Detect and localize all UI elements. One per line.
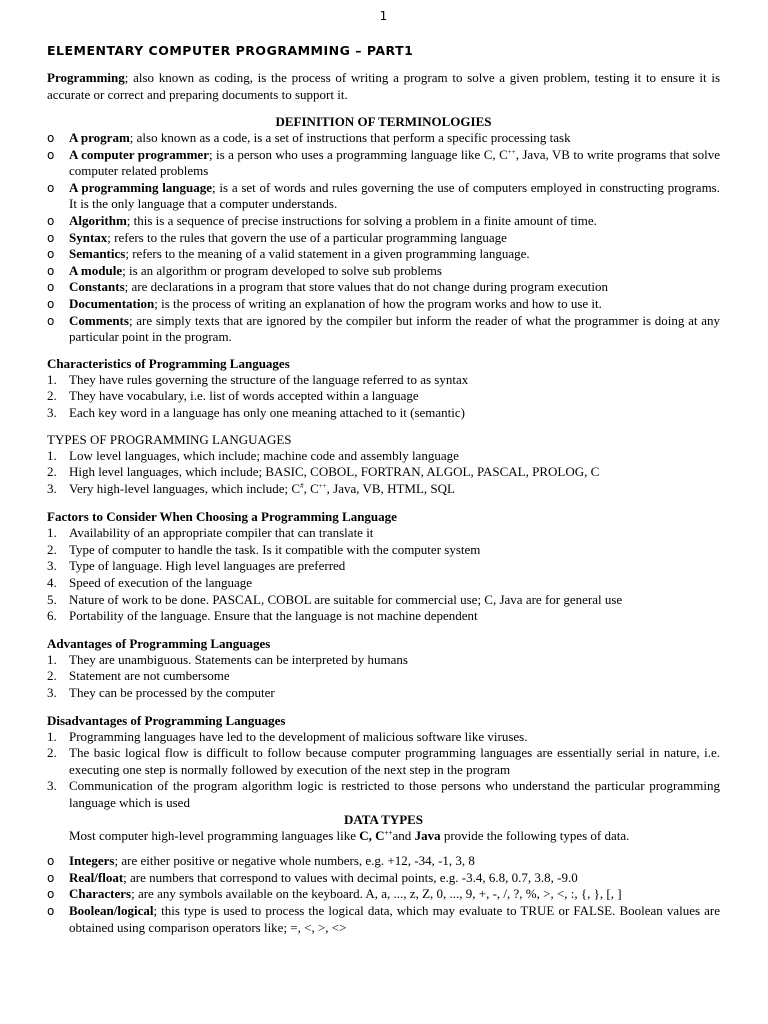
definition-text: ; refers to the meaning of a valid statement in a given programming language.	[125, 246, 530, 262]
bullet-marker: o	[47, 230, 55, 245]
intro-text: and	[392, 827, 415, 843]
types-list	[47, 448, 720, 498]
item-number: 5.	[47, 591, 57, 607]
list-item	[47, 213, 720, 230]
definition-text: ; also known as a code, is a set of instructions that perform a specific processing task	[129, 130, 571, 145]
item-number: 3.	[47, 480, 57, 496]
list-item	[47, 180, 720, 213]
bullet-marker: o	[47, 213, 55, 228]
item-text: Communication of the program algorithm logic is restricted to those persons who understand the particular programming language which is used	[69, 778, 720, 810]
item-text: High level languages, which include; BASIC, COBOL, FORTRAN, ALGOL, PASCAL, PROLOG, C	[69, 464, 600, 480]
data-types-heading: DATA TYPES	[343, 811, 424, 827]
item-text: Portability of the language. Ensure that the language is not machine dependent	[69, 608, 478, 624]
term: Comments	[69, 312, 129, 328]
list-item	[47, 464, 720, 481]
item-number: 1.	[47, 371, 57, 387]
definition-text: ; are simply texts that are ignored by the compiler but inform the reader of what the programmer is doing at any particular point in the program.	[69, 312, 720, 345]
bullet-marker: o	[47, 131, 55, 145]
superscript: ++	[507, 147, 516, 156]
bullet-marker: o	[47, 280, 55, 295]
item-number: 3.	[47, 685, 57, 701]
factors-heading: Factors to Consider When Choosing a Programming Language	[47, 509, 397, 525]
bullet-marker: o	[47, 887, 55, 902]
item-number: 1.	[47, 728, 57, 744]
superscript: #	[300, 481, 304, 490]
term: A programming language	[69, 179, 213, 195]
list-item	[47, 525, 720, 542]
item-text: Nature of work to be done. PASCAL, COBOL are suitable for commercial use; C, Java are for general use	[69, 591, 623, 607]
definition-text: ; is the process of writing an explanation of how the program works and how to use it.	[154, 295, 602, 311]
list-item	[47, 652, 720, 669]
superscript: ++	[318, 481, 327, 490]
item-number: 3.	[47, 558, 57, 574]
item-text: Very high-level languages, which include; C	[69, 480, 301, 496]
intro-term: Programming	[47, 70, 125, 85]
bullet-marker: o	[47, 296, 55, 311]
bullet-marker: o	[47, 313, 55, 328]
item-number: 2.	[47, 388, 57, 404]
item-number: 2.	[47, 668, 57, 684]
term: A module	[69, 262, 123, 278]
item-text: They have rules governing the structure of the language referred to as syntax	[69, 371, 469, 387]
definition-text: ; refers to the rules that govern the use of a particular programming language	[107, 229, 507, 245]
item-number: 6.	[47, 608, 57, 624]
list-item	[47, 729, 720, 746]
definition-text: ; is a person who uses a programming language like C, C	[208, 146, 508, 162]
list-item	[47, 230, 720, 247]
bullet-marker: o	[47, 180, 55, 195]
definition-text: ; is an algorithm or program developed to solve sub problems	[122, 262, 442, 278]
definition-text: ; are any symbols available on the keyboard. A, a, ..., z, Z, 0, ..., 9, +, -, /, ?, %, >, <, :, {, }, [, ]	[131, 886, 622, 902]
term: Boolean/logical	[69, 902, 154, 918]
item-text: Programming languages have led to the development of malicious software like viruses.	[69, 728, 528, 744]
intro-text: ; also known as coding, is the process of writing a program to solve a given problem, testing it to ensure it is accurate or correct and preparing documents to support it.	[47, 70, 720, 102]
document-title: ELEMENTARY COMPUTER PROGRAMMING – PART1	[47, 43, 414, 58]
definitions-list	[47, 130, 720, 346]
superscript: ++	[384, 828, 393, 837]
item-text: Low level languages, which include; machine code and assembly language	[69, 447, 459, 463]
list-item	[47, 575, 720, 592]
list-item	[47, 558, 720, 575]
list-item	[47, 903, 720, 936]
term: A program	[69, 130, 130, 145]
list-item	[47, 592, 720, 609]
item-number: 1.	[47, 651, 57, 667]
item-text: They are unambiguous. Statements can be interpreted by humans	[69, 651, 408, 667]
term: Syntax	[69, 229, 108, 245]
intro-bold: C, C	[359, 827, 385, 843]
list-item	[47, 668, 720, 685]
item-number: 2.	[47, 745, 57, 761]
term: Algorithm	[69, 212, 127, 228]
list-item	[47, 405, 720, 422]
definition-text: ; are numbers that correspond to values with decimal points, e.g. -3.4, 6.8, 0.7, 3.8, -9.0	[123, 869, 578, 885]
factors-list	[47, 525, 720, 625]
term: A computer programmer	[69, 146, 209, 162]
item-text: They have vocabulary, i.e. list of words accepted within a language	[69, 388, 419, 404]
item-text: Statement are not cumbersome	[69, 668, 230, 684]
list-item	[47, 778, 720, 811]
item-text: The basic logical flow is difficult to follow because computer programming languages are essentially serial in nature, i.e. executing one step is normally followed by execution of the next step in the program	[69, 745, 720, 777]
bullet-marker: o	[47, 903, 55, 918]
item-number: 4.	[47, 575, 57, 591]
list-item	[47, 263, 720, 280]
list-item	[47, 870, 720, 887]
definitions-heading: DEFINITION OF TERMINOLOGIES	[275, 114, 492, 129]
term: Characters	[69, 886, 132, 902]
item-number: 2.	[47, 464, 57, 480]
intro-paragraph	[47, 70, 720, 103]
characteristics-list	[47, 372, 720, 422]
advantages-heading: Advantages of Programming Languages	[47, 635, 271, 651]
list-item	[47, 388, 720, 405]
bullet-marker: o	[47, 247, 55, 262]
definition-text: ; this type is used to process the logical data, which may evaluate to TRUE or FALSE. Boolean values are obtained using comparison operators like; =, <, >, <>	[69, 902, 720, 935]
definition-text: ; this is a sequence of precise instructions for solving a problem in a finite amount of time.	[126, 212, 597, 228]
advantages-list	[47, 652, 720, 702]
item-text: , C	[303, 480, 319, 496]
item-number: 3.	[47, 404, 57, 420]
term: Integers	[69, 853, 115, 869]
list-item	[47, 296, 720, 313]
intro-bold: Java	[414, 827, 441, 843]
list-item	[47, 853, 720, 870]
list-item	[47, 279, 720, 296]
list-item	[47, 886, 720, 903]
list-item	[47, 246, 720, 263]
item-text: Type of computer to handle the task. Is it compatible with the computer system	[69, 541, 481, 557]
list-item	[47, 147, 720, 180]
list-item	[47, 448, 720, 465]
bullet-marker: o	[47, 263, 55, 278]
item-text: Each key word in a language has only one meaning attached to it (semantic)	[69, 404, 465, 420]
document-page	[47, 8, 720, 936]
item-text: , Java, VB, HTML, SQL	[326, 480, 455, 496]
data-types-intro	[47, 828, 720, 845]
term: Semantics	[69, 246, 126, 262]
list-item	[47, 608, 720, 625]
definition-text: ; is a set of words and rules governing the use of computers employed in constructing programs. It is the only language that a computer understands.	[69, 179, 720, 212]
disadvantages-list	[47, 729, 720, 812]
data-types-list	[47, 853, 720, 936]
definition-text: ; are either positive or negative whole numbers, e.g. +12, -34, -1, 3, 8	[114, 853, 475, 869]
item-text: Speed of execution of the language	[69, 575, 253, 591]
list-item	[47, 685, 720, 702]
list-item	[47, 745, 720, 778]
bullet-marker: o	[47, 147, 55, 162]
list-item	[47, 130, 720, 147]
definition-text: , Java, VB to write programs that solve computer related problems	[69, 146, 721, 179]
item-number: 2.	[47, 541, 57, 557]
types-heading: TYPES OF PROGRAMMING LANGUAGES	[47, 431, 292, 447]
item-text: Type of language. High level languages are preferred	[69, 558, 346, 574]
list-item	[47, 313, 720, 346]
item-text: Availability of an appropriate compiler that can translate it	[69, 525, 374, 541]
item-number: 1.	[47, 447, 57, 463]
definition-text: ; are declarations in a program that store values that do not change during program execution	[124, 279, 608, 295]
characteristics-heading: Characteristics of Programming Languages	[47, 355, 290, 371]
item-number: 1.	[47, 525, 57, 541]
list-item	[47, 542, 720, 559]
list-item	[47, 481, 720, 498]
intro-text: Most computer high-level programming languages like	[69, 827, 360, 843]
bullet-marker: o	[47, 854, 55, 869]
item-text: They can be processed by the computer	[69, 685, 275, 701]
term: Real/float	[69, 869, 124, 885]
bullet-marker: o	[47, 870, 55, 885]
page-number: 1	[379, 9, 388, 23]
list-item	[47, 372, 720, 389]
intro-text: provide the following types of data.	[440, 827, 630, 843]
item-number: 3.	[47, 778, 57, 794]
disadvantages-heading: Disadvantages of Programming Languages	[47, 712, 286, 728]
term: Documentation	[69, 295, 155, 311]
term: Constants	[69, 279, 125, 295]
